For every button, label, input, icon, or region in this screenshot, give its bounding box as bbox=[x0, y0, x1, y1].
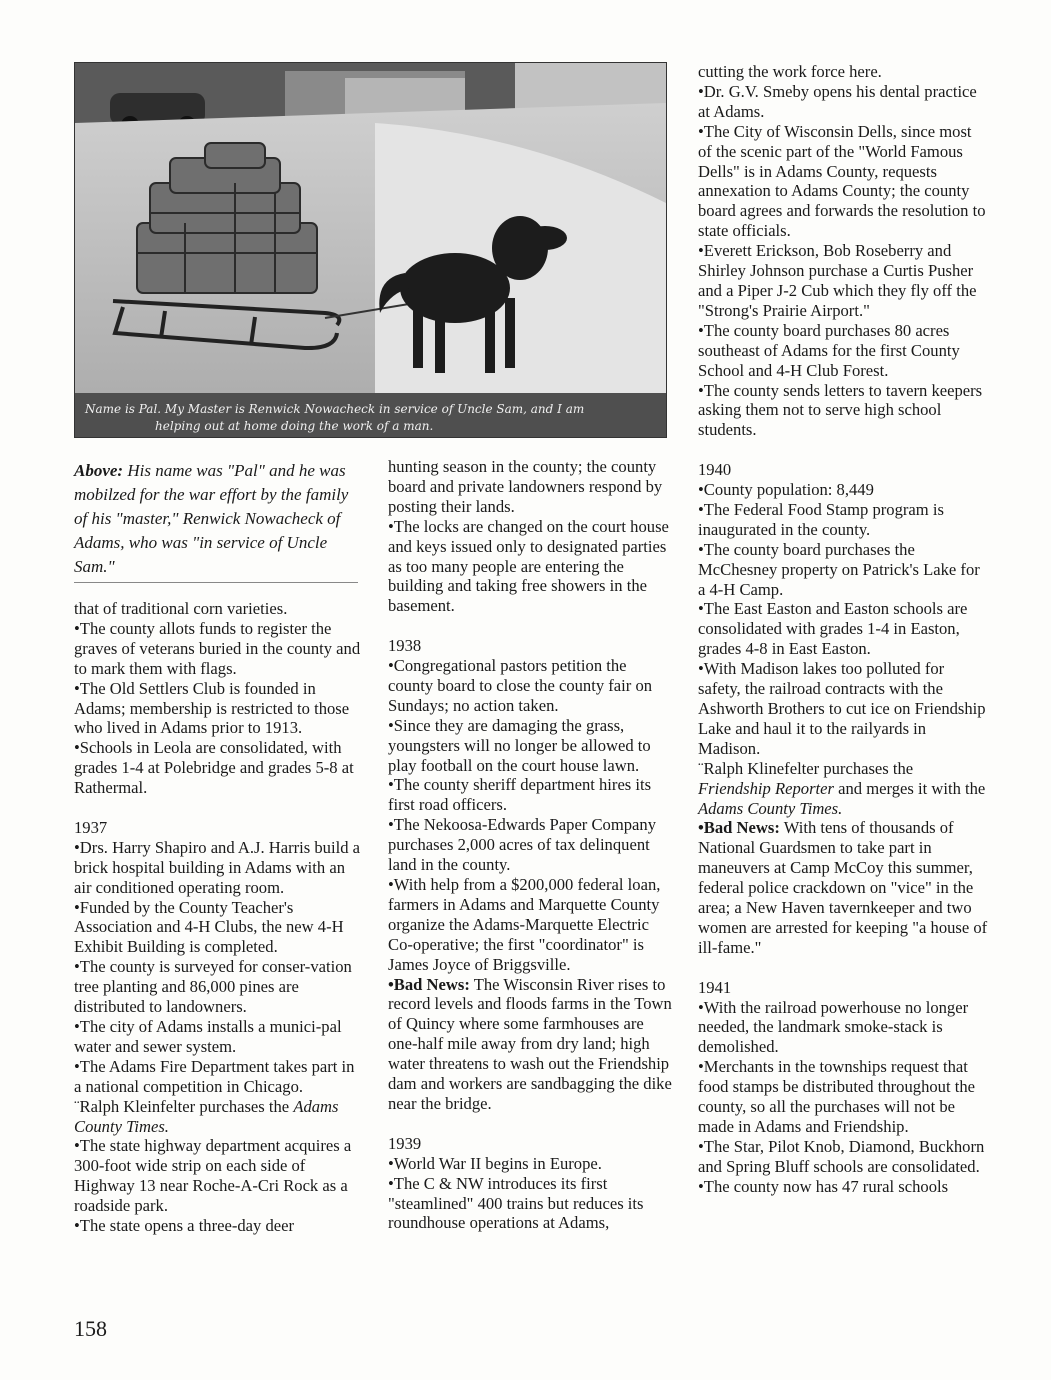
right-paragraph: •Everett Erickson, Bob Roseberry and Shirley Johnson purchase a Curtis Pusher and a Piper J-2 Cub which they fly off the "Strong's Prairie Airport." bbox=[698, 241, 977, 320]
year-heading-1941: 1941 bbox=[698, 977, 732, 997]
middle-paragraph: •The Nekoosa-Edwards Paper Company purchases 2,000 acres of tax delinquent land in the county. bbox=[388, 815, 657, 875]
caption-label: Above: bbox=[74, 461, 124, 480]
right-paragraph: •With Madison lakes too polluted for safety, the railroad contracts with the Ashworth Brothers to cut ice on Friendship Lake and haul it to the railyards in Madison. bbox=[698, 659, 986, 758]
right-paragraph: •The East Easton and Easton schools are consolidated with grades 1-4 in Easton, grades 4-8 in East Easton. bbox=[698, 599, 968, 659]
caption-text: His name was "Pal" and he was mobilzed for the war effort by the family of his "master," Renwick Nowacheck of Adams, who was "in service of Uncle Sam." bbox=[74, 461, 349, 576]
middle-paragraph: •Since they are damaging the grass, youngsters will no longer be allowed to play football on the court house lawn. bbox=[388, 715, 651, 775]
left-paragraph: •Schools in Leola are consolidated, with grades 1-4 at Polebridge and grades 5-8 at Rathermal. bbox=[74, 738, 354, 798]
photo-caption bbox=[74, 459, 362, 579]
left-paragraph: •The city of Adams installs a munici-pal water and sewer system. bbox=[74, 1017, 342, 1056]
middle-paragraph: •The locks are changed on the court house and keys issued only to designated parties as too many people are entering the building and taking free showers in the basement. bbox=[388, 516, 669, 616]
right-paragraph: cutting the work force here. bbox=[698, 62, 882, 81]
right-paragraph: •Merchants in the townships request that food stamps be distributed throughout the county, so all the purchases will not be made in Adams and Friendship. bbox=[698, 1057, 975, 1136]
right-paragraph: •County population: 8,449 bbox=[698, 480, 874, 500]
right-paragraph: •The Federal Food Stamp program is inaugurated in the county. bbox=[698, 499, 944, 539]
left-column bbox=[74, 599, 362, 1236]
left-paragraph: •The county is surveyed for conser-vation tree planting and 86,000 pines are distributed to landowners. bbox=[74, 957, 352, 1017]
right-paragraph: •The City of Wisconsin Dells, since most of the scenic part of the "World Famous Dells" is in Adams County, requests annexation to Adams County; the county board agrees and forwards the resolution to state officials. bbox=[698, 121, 986, 241]
middle-paragraph: •The C & NW introduces its first "steamlined" 400 trains but reduces its roundhouse operations at Adams, bbox=[388, 1173, 644, 1233]
year-heading-1938: 1938 bbox=[388, 636, 422, 656]
middle-paragraph: •World War II begins in Europe. bbox=[388, 1153, 602, 1173]
right-column bbox=[698, 62, 988, 1197]
left-paragraph: •The state opens a three-day deer bbox=[74, 1216, 295, 1236]
right-paragraph: •The county now has 47 rural schools bbox=[698, 1176, 949, 1196]
caption-divider bbox=[74, 582, 358, 583]
right-paragraph: •The county board purchases 80 acres southeast of Adams for the first County School and 4-H Club Forest. bbox=[698, 320, 960, 380]
middle-paragraph: •With help from a $200,000 federal loan, farmers in Adams and Marquette County organize the Adams-Marquette Electric Co-operative; the first "coordinator" is James Joyce of Briggsville. bbox=[388, 875, 661, 974]
right-paragraph: •The Star, Pilot Knob, Diamond, Buckhorn and Spring Bluff schools are consolidated. bbox=[698, 1136, 985, 1176]
middle-paragraph: •The county sheriff department hires its first road officers. bbox=[388, 775, 652, 815]
historical-photo bbox=[74, 62, 667, 438]
right-paragraph: •Dr. G.V. Smeby opens his dental practice at Adams. bbox=[698, 81, 977, 121]
left-paragraph: •The county allots funds to register the graves of veterans buried in the county and to mark them with flags. bbox=[74, 618, 361, 678]
left-paragraph: •The Old Settlers Club is founded in Adams; membership is restricted to those who lived in Adams prior to 1913. bbox=[74, 678, 350, 738]
year-heading-1939: 1939 bbox=[388, 1133, 422, 1153]
right-paragraph: •The county board purchases the McChesney property on Patrick's Lake for a 4-H Camp. bbox=[698, 539, 980, 599]
left-paragraph: •The Adams Fire Department takes part in a national competition in Chicago. bbox=[74, 1056, 355, 1096]
middle-paragraph: •Congregational pastors petition the county board to close the county fair on Sundays; no action taken. bbox=[388, 656, 653, 715]
left-paragraph: ¨Ralph Kleinfelter purchases the Adams County Times. bbox=[74, 1096, 339, 1136]
year-heading-1940: 1940 bbox=[698, 460, 732, 480]
left-paragraph: that of traditional corn varieties. bbox=[74, 599, 288, 618]
left-paragraph: •The state highway department acquires a 300-foot wide strip on each side of Highway 13 near Roche-A-Cri Rock as a roadside park. bbox=[74, 1136, 352, 1216]
right-paragraph: •Bad News: With tens of thousands of National Guardsmen to take part in maneuvers at Camp McCoy this summer, federal police crackdown on "vice" in the area; a New Haven tavernkeeper and two women are arrested for keeping "a house of ill-fame." bbox=[698, 818, 988, 957]
right-paragraph: •The county sends letters to tavern keepers asking them not to serve high school students. bbox=[698, 380, 983, 440]
photo-inscription-line2: helping out at home doing the work of a man. bbox=[155, 419, 434, 433]
right-paragraph: •With the railroad powerhouse no longer needed, the landmark smoke-stack is demolished. bbox=[698, 997, 969, 1057]
year-heading-1937: 1937 bbox=[74, 817, 108, 837]
left-paragraph: •Drs. Harry Shapiro and A.J. Harris build a brick hospital building in Adams with an air conditioned operating room. bbox=[74, 837, 361, 897]
page-number: 158 bbox=[74, 1316, 107, 1341]
left-paragraph: •Funded by the County Teacher's Association and 4-H Clubs, the new 4-H Exhibit Building is completed. bbox=[74, 897, 344, 957]
photo-dog-sled-illustration bbox=[75, 63, 666, 437]
middle-paragraph: hunting season in the county; the county board and private landowners respond by posting their lands. bbox=[388, 457, 663, 516]
photo-inscription-line1: Name is Pal. My Master is Renwick Nowacheck in service of Uncle Sam, and I am bbox=[85, 402, 585, 416]
right-paragraph: ¨Ralph Klinefelter purchases the Friendship Reporter and merges it with the Adams County Times. bbox=[698, 758, 986, 818]
middle-column bbox=[388, 457, 673, 1233]
middle-paragraph: •Bad News: The Wisconsin River rises to record levels and floods farms in the Town of Quincy where some farmhouses are one-half mile away from dry land; high water threatens to wash out the Friendship dam and workers are sandbagging the dike near the bridge. bbox=[388, 974, 672, 1113]
